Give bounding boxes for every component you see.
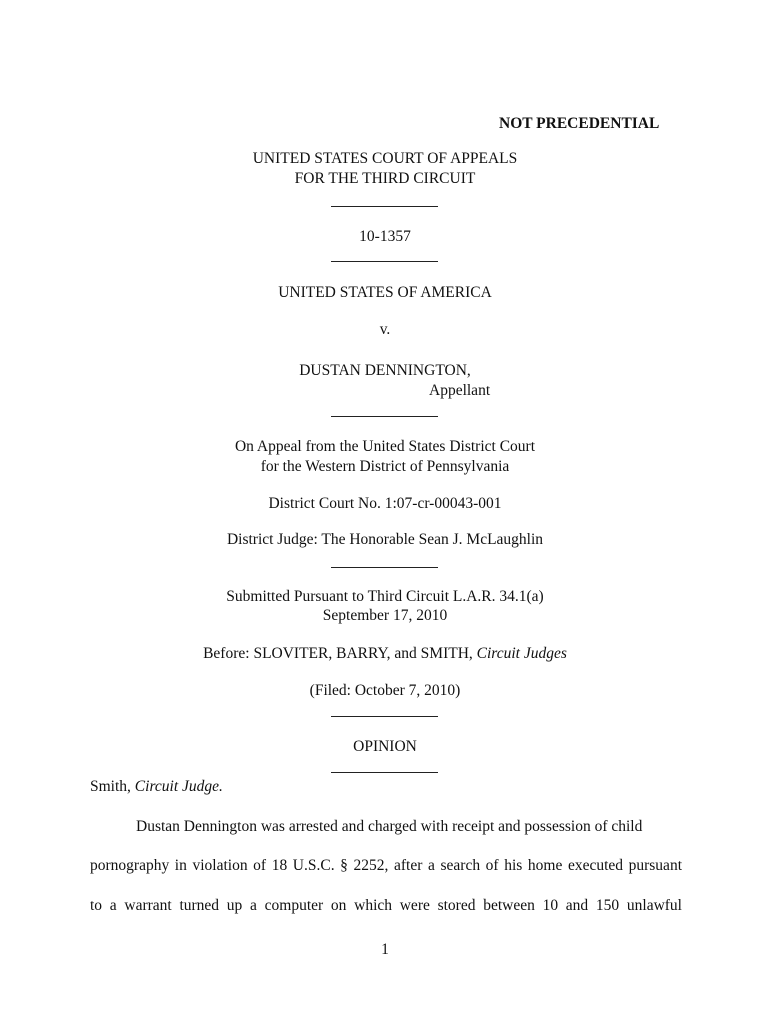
page-number: 1 (381, 941, 389, 958)
appeal-origin-line1: On Appeal from the United States District Court (234, 438, 536, 455)
author-name: Smith, (90, 778, 135, 795)
body-line-3: to a warrant turned up a computer on which were stored between 10 and 150 unlawful (90, 897, 682, 914)
submission-date: September 17, 2010 (322, 607, 448, 624)
separator-rule (331, 261, 438, 262)
court-name-line2: FOR THE THIRD CIRCUIT (294, 170, 476, 187)
separator-rule (331, 206, 438, 207)
separator-rule (331, 772, 438, 773)
defendant-role: Appellant (429, 382, 491, 399)
panel-judges-title: Circuit Judges (476, 645, 567, 662)
plaintiff-name: UNITED STATES OF AMERICA (278, 284, 492, 301)
submission-line: Submitted Pursuant to Third Circuit L.A.R. 34.1(a) (226, 588, 544, 605)
opinion-author (90, 778, 223, 796)
separator-rule (331, 416, 438, 417)
appeal-origin-line2: for the Western District of Pennsylvania (260, 458, 510, 475)
defendant-name: DUSTAN DENNINGTON, (299, 362, 471, 379)
panel-judges-names: Before: SLOVITER, BARRY, and SMITH, (203, 645, 477, 662)
body-line-2: pornography in violation of 18 U.S.C. § 2252, after a search of his home executed pursuant (90, 857, 682, 874)
panel-judges (0, 645, 770, 663)
district-court-number: District Court No. 1:07-cr-00043-001 (268, 495, 502, 512)
versus-label: v. (379, 321, 391, 338)
separator-rule (331, 567, 438, 568)
court-name-line1: UNITED STATES COURT OF APPEALS (252, 150, 518, 167)
not-precedential-label: NOT PRECEDENTIAL (499, 115, 660, 132)
separator-rule (331, 716, 438, 717)
docket-number: 10-1357 (359, 228, 411, 245)
district-judge: District Judge: The Honorable Sean J. McLaughlin (226, 531, 544, 548)
body-line-1: Dustan Dennington was arrested and charged with receipt and possession of child (136, 818, 643, 835)
author-title: Circuit Judge. (134, 778, 223, 795)
filed-date: (Filed: October 7, 2010) (309, 682, 461, 699)
opinion-heading: OPINION (353, 738, 417, 755)
